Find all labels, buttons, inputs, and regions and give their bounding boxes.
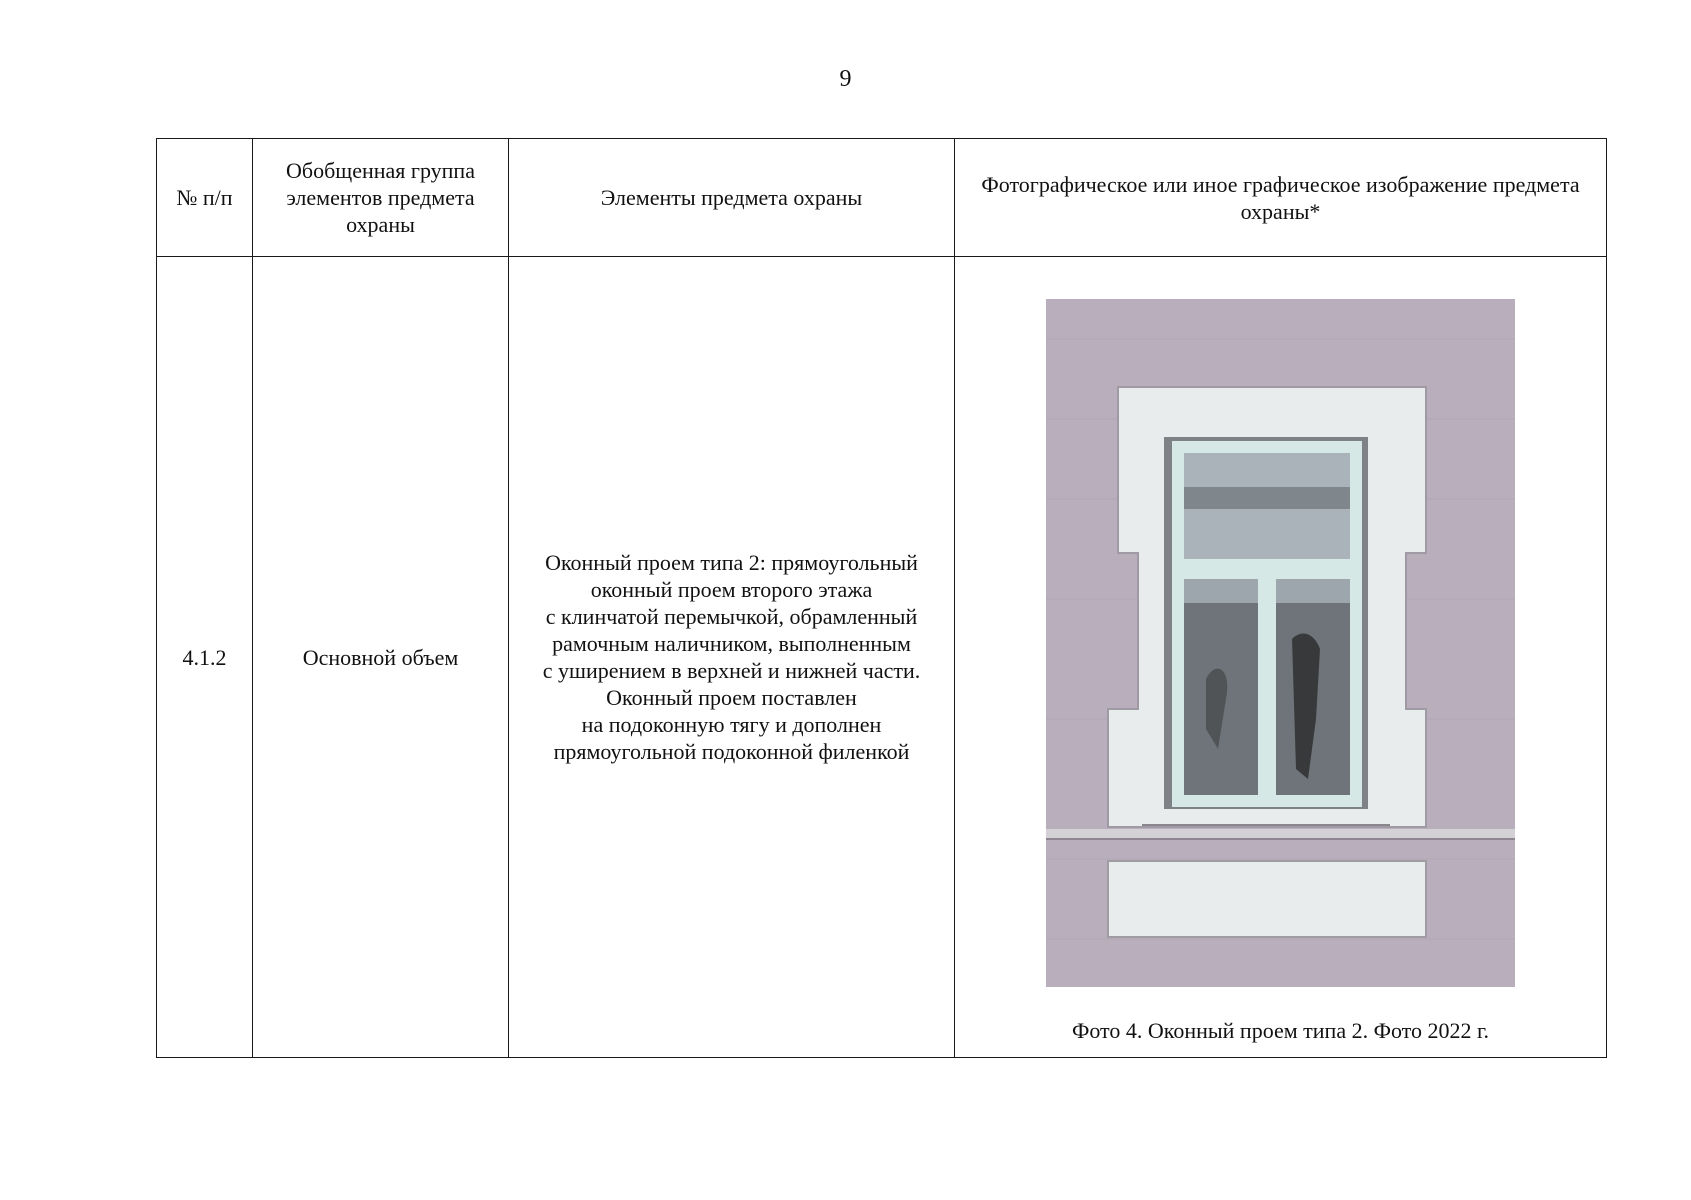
table-header-row: [157, 139, 1607, 257]
elements-line: рамочным наличником, выполненным: [552, 631, 911, 656]
transom-bar: [1178, 559, 1356, 573]
left-sash-glass-top: [1184, 579, 1258, 603]
elements-line: Оконный проем типа 2: прямоугольный: [545, 550, 918, 575]
elements-line: оконный проем второго этажа: [590, 577, 873, 602]
header-num: № п/п: [157, 139, 253, 257]
sill-panel: [1108, 861, 1426, 937]
mullion: [1258, 561, 1276, 797]
row-group: Основной объем: [253, 257, 509, 1058]
window-photo-image: [1046, 299, 1515, 987]
header-photo: Фотографическое или иное графическое изображение предмета охраны*: [955, 139, 1607, 257]
elements-line: Оконный проем поставлен: [606, 685, 857, 710]
elements-line: на подоконную тягу и дополнен: [581, 712, 882, 737]
row-elements: [509, 257, 955, 1058]
elements-line: с уширением в верхней и нижней части.: [542, 658, 921, 683]
header-elements: Элементы предмета охраны: [509, 139, 955, 257]
window-sill: [1142, 809, 1390, 825]
table-row: [157, 257, 1607, 1058]
right-sash-glass-top: [1276, 579, 1350, 603]
string-course: [1046, 829, 1515, 839]
transom-glass-band: [1184, 487, 1350, 509]
header-group: Обобщенная группа элементов предмета охраны: [253, 139, 509, 257]
row-photo: [955, 257, 1607, 1058]
elements-line: прямоугольной подоконной филенкой: [553, 739, 910, 764]
window-photo: [1046, 299, 1515, 987]
page-number: 9: [839, 66, 852, 92]
protection-table: [156, 138, 1607, 1058]
photo-caption: Фото 4. Оконный проем типа 2. Фото 2022 г.: [1071, 1017, 1490, 1043]
row-num: 4.1.2: [157, 257, 253, 1058]
elements-line: с клинчатой перемычкой, обрамленный: [545, 604, 918, 629]
